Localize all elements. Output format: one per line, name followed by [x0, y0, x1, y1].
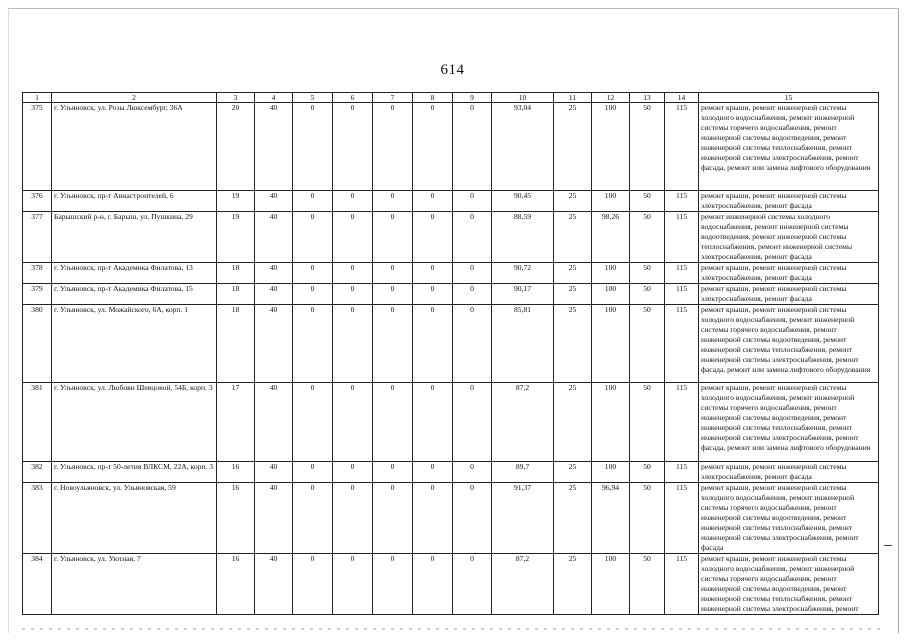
- value-cell: 115: [665, 305, 699, 383]
- value-cell: 0: [293, 191, 333, 212]
- value-cell: 0: [293, 212, 333, 263]
- row-number-cell: 375: [23, 103, 52, 191]
- column-number: 13: [630, 93, 665, 103]
- value-cell: 0: [413, 462, 453, 483]
- value-cell: 115: [665, 483, 699, 554]
- table-row: [23, 554, 879, 615]
- value-cell: 0: [413, 554, 453, 615]
- value-cell: 40: [255, 554, 293, 615]
- value-cell: 0: [333, 383, 373, 462]
- value-cell: 50: [630, 383, 665, 462]
- page-number: 614: [440, 62, 465, 78]
- edge-mark: [884, 545, 892, 546]
- value-cell: 40: [255, 284, 293, 305]
- value-cell: 0: [333, 462, 373, 483]
- column-number: 5: [293, 93, 333, 103]
- repair-program-table: [22, 92, 879, 615]
- value-cell: 0: [453, 305, 492, 383]
- address-cell: г. Ульяновск, ул. Можайского, 6А, корп. 1: [52, 305, 217, 383]
- value-cell: 17: [217, 383, 255, 462]
- value-cell: 0: [333, 103, 373, 191]
- repair-works-cell: ремонт крыши, ремонт инженерной системы электроснабжения, ремонт фасада: [699, 462, 879, 483]
- value-cell: 50: [630, 483, 665, 554]
- value-cell: 100: [592, 284, 630, 305]
- value-cell: 0: [333, 305, 373, 383]
- value-cell: 50: [630, 284, 665, 305]
- value-cell: 89,7: [492, 462, 554, 483]
- value-cell: 0: [373, 483, 413, 554]
- value-cell: 25: [554, 305, 592, 383]
- value-cell: 0: [293, 383, 333, 462]
- row-number-cell: 384: [23, 554, 52, 615]
- value-cell: 0: [413, 191, 453, 212]
- value-cell: 100: [592, 554, 630, 615]
- repair-works-cell: ремонт крыши, ремонт инженерной системы электроснабжения, ремонт фасада: [699, 263, 879, 284]
- value-cell: 0: [373, 263, 413, 284]
- column-number: 14: [665, 93, 699, 103]
- value-cell: 25: [554, 383, 592, 462]
- value-cell: 0: [373, 103, 413, 191]
- value-cell: 93,04: [492, 103, 554, 191]
- value-cell: 115: [665, 284, 699, 305]
- value-cell: 90,45: [492, 191, 554, 212]
- value-cell: 20: [217, 103, 255, 191]
- value-cell: 0: [413, 383, 453, 462]
- value-cell: 0: [333, 483, 373, 554]
- value-cell: 50: [630, 191, 665, 212]
- value-cell: 0: [293, 263, 333, 284]
- row-number-cell: 380: [23, 305, 52, 383]
- table-row: [23, 383, 879, 462]
- value-cell: 0: [453, 383, 492, 462]
- address-cell: Барышский р-н, г. Барыш, ул. Пушкина, 29: [52, 212, 217, 263]
- value-cell: 0: [453, 284, 492, 305]
- column-number: 15: [699, 93, 879, 103]
- address-cell: г. Ульяновск, ул. Розы Люксембург, 36А: [52, 103, 217, 191]
- value-cell: 18: [217, 263, 255, 284]
- value-cell: 115: [665, 191, 699, 212]
- repair-works-cell: ремонт крыши, ремонт инженерной системы электроснабжения, ремонт фасада: [699, 191, 879, 212]
- value-cell: 25: [554, 284, 592, 305]
- repair-works-cell: ремонт крыши, ремонт инженерной системы электроснабжения, ремонт фасада: [699, 284, 879, 305]
- row-number-cell: 382: [23, 462, 52, 483]
- value-cell: 0: [413, 284, 453, 305]
- repair-works-cell: ремонт крыши, ремонт инженерной системы холодного водоснабжения, ремонт инженерной системы горячего водоснабжения, ремонт инженерной системы водоотведения, ремонт инженерной системы теплоснабжения, ремонт инженерной системы электроснабжения, ремонт фасада, ремонт или замена лифтового оборудования: [699, 383, 879, 462]
- value-cell: 40: [255, 263, 293, 284]
- value-cell: 0: [333, 191, 373, 212]
- value-cell: 0: [453, 263, 492, 284]
- table-row: [23, 103, 879, 191]
- value-cell: 50: [630, 554, 665, 615]
- value-cell: 0: [293, 103, 333, 191]
- value-cell: 25: [554, 483, 592, 554]
- address-cell: г. Новоульяновск, ул. Ульяновская, 59: [52, 483, 217, 554]
- value-cell: 100: [592, 263, 630, 284]
- address-cell: г. Ульяновск, ул. Любови Шевцовой, 54Б, корп. 3: [52, 383, 217, 462]
- value-cell: 0: [413, 305, 453, 383]
- value-cell: 98,26: [592, 212, 630, 263]
- value-cell: 40: [255, 212, 293, 263]
- value-cell: 115: [665, 263, 699, 284]
- value-cell: 40: [255, 483, 293, 554]
- value-cell: 40: [255, 191, 293, 212]
- value-cell: 87,2: [492, 554, 554, 615]
- value-cell: 100: [592, 305, 630, 383]
- value-cell: 0: [373, 383, 413, 462]
- repair-works-cell: ремонт крыши, ремонт инженерной системы холодного водоснабжения, ремонт инженерной системы горячего водоснабжения, ремонт инженерной системы водоотведения, ремонт инженерной системы теплоснабжения, ремонт инженерной системы электроснабжения, ремонт фасада, ремонт или замена лифтового оборудования: [699, 305, 879, 383]
- value-cell: 0: [373, 284, 413, 305]
- value-cell: 96,94: [592, 483, 630, 554]
- value-cell: 0: [333, 263, 373, 284]
- column-number: 10: [492, 93, 554, 103]
- column-number: 7: [373, 93, 413, 103]
- value-cell: 16: [217, 483, 255, 554]
- value-cell: 0: [413, 483, 453, 554]
- column-number-row: [23, 93, 879, 103]
- value-cell: 0: [373, 462, 413, 483]
- value-cell: 0: [373, 212, 413, 263]
- column-number: 9: [453, 93, 492, 103]
- value-cell: 50: [630, 103, 665, 191]
- column-number: 3: [217, 93, 255, 103]
- value-cell: 0: [333, 284, 373, 305]
- value-cell: 50: [630, 263, 665, 284]
- value-cell: 100: [592, 103, 630, 191]
- value-cell: 0: [333, 212, 373, 263]
- repair-works-cell: ремонт крыши, ремонт инженерной системы холодного водоснабжения, ремонт инженерной системы горячего водоснабжения, ремонт инженерной системы водоотведения, ремонт инженерной системы теплоснабжения, ремонт инженерной системы электроснабжения, ремонт фасада: [699, 483, 879, 554]
- value-cell: 91,37: [492, 483, 554, 554]
- value-cell: 0: [453, 462, 492, 483]
- table-row: [23, 263, 879, 284]
- column-number: 2: [52, 93, 217, 103]
- value-cell: 100: [592, 191, 630, 212]
- value-cell: 90,17: [492, 284, 554, 305]
- column-number: 12: [592, 93, 630, 103]
- value-cell: 16: [217, 554, 255, 615]
- repair-works-cell: ремонт инженерной системы холодного водоснабжения, ремонт инженерной системы водоотведения, ремонт инженерной системы теплоснабжения, ремонт инженерной системы электроснабжения, ремонт фасада: [699, 212, 879, 263]
- value-cell: 18: [217, 305, 255, 383]
- value-cell: 50: [630, 212, 665, 263]
- value-cell: 0: [373, 554, 413, 615]
- value-cell: 0: [293, 554, 333, 615]
- value-cell: 115: [665, 103, 699, 191]
- value-cell: 100: [592, 462, 630, 483]
- value-cell: 40: [255, 383, 293, 462]
- value-cell: 0: [453, 103, 492, 191]
- value-cell: 19: [217, 191, 255, 212]
- value-cell: 50: [630, 305, 665, 383]
- value-cell: 0: [413, 212, 453, 263]
- value-cell: 115: [665, 554, 699, 615]
- value-cell: 0: [293, 462, 333, 483]
- value-cell: 0: [453, 212, 492, 263]
- value-cell: 115: [665, 212, 699, 263]
- value-cell: 40: [255, 462, 293, 483]
- table-row: [23, 212, 879, 263]
- value-cell: 25: [554, 212, 592, 263]
- address-cell: г. Ульяновск, пр-т 50-летия ВЛКСМ, 22А, корп. 3: [52, 462, 217, 483]
- table-row: [23, 191, 879, 212]
- value-cell: 50: [630, 462, 665, 483]
- value-cell: 25: [554, 263, 592, 284]
- table-row: [23, 483, 879, 554]
- value-cell: 87,2: [492, 383, 554, 462]
- value-cell: 25: [554, 462, 592, 483]
- value-cell: 0: [333, 554, 373, 615]
- value-cell: 0: [413, 263, 453, 284]
- row-number-cell: 381: [23, 383, 52, 462]
- table-row: [23, 284, 879, 305]
- column-number: 1: [23, 93, 52, 103]
- value-cell: 0: [453, 554, 492, 615]
- column-number: 6: [333, 93, 373, 103]
- address-cell: г. Ульяновск, пр-т Академика Филатова, 13: [52, 263, 217, 284]
- value-cell: 40: [255, 103, 293, 191]
- scan-artifact-line: [22, 628, 882, 630]
- value-cell: 25: [554, 554, 592, 615]
- value-cell: 115: [665, 462, 699, 483]
- address-cell: г. Ульяновск, ул. Уютная, 7: [52, 554, 217, 615]
- value-cell: 0: [413, 103, 453, 191]
- value-cell: 0: [453, 191, 492, 212]
- column-number: 11: [554, 93, 592, 103]
- value-cell: 19: [217, 212, 255, 263]
- row-number-cell: 376: [23, 191, 52, 212]
- table-row: [23, 305, 879, 383]
- address-cell: г. Ульяновск, пр-т Авиастроителей, 6: [52, 191, 217, 212]
- column-number: 8: [413, 93, 453, 103]
- column-number: 4: [255, 93, 293, 103]
- value-cell: 115: [665, 383, 699, 462]
- repair-works-cell: ремонт крыши, ремонт инженерной системы холодного водоснабжения, ремонт инженерной системы горячего водоснабжения, ремонт инженерной системы водоотведения, ремонт инженерной системы теплоснабжения, ремонт инженерной системы электроснабжения, ремонт фасада, ремонт или замена лифтового оборудования: [699, 103, 879, 191]
- table-row: [23, 462, 879, 483]
- value-cell: 0: [293, 284, 333, 305]
- value-cell: 88,59: [492, 212, 554, 263]
- value-cell: 0: [293, 483, 333, 554]
- value-cell: 0: [373, 305, 413, 383]
- value-cell: 0: [453, 483, 492, 554]
- value-cell: 0: [293, 305, 333, 383]
- value-cell: 90,72: [492, 263, 554, 284]
- row-number-cell: 378: [23, 263, 52, 284]
- repair-works-cell: ремонт крыши, ремонт инженерной системы холодного водоснабжения, ремонт инженерной системы горячего водоснабжения, ремонт инженерной системы водоотведения, ремонт инженерной системы теплоснабжения, ремонт инженерной системы электроснабжения, ремонт: [699, 554, 879, 615]
- value-cell: 85,81: [492, 305, 554, 383]
- row-number-cell: 383: [23, 483, 52, 554]
- address-cell: г. Ульяновск, пр-т Академика Филатова, 15: [52, 284, 217, 305]
- value-cell: 40: [255, 305, 293, 383]
- value-cell: 25: [554, 103, 592, 191]
- row-number-cell: 377: [23, 212, 52, 263]
- row-number-cell: 379: [23, 284, 52, 305]
- value-cell: 0: [373, 191, 413, 212]
- value-cell: 18: [217, 284, 255, 305]
- value-cell: 25: [554, 191, 592, 212]
- value-cell: 100: [592, 383, 630, 462]
- value-cell: 16: [217, 462, 255, 483]
